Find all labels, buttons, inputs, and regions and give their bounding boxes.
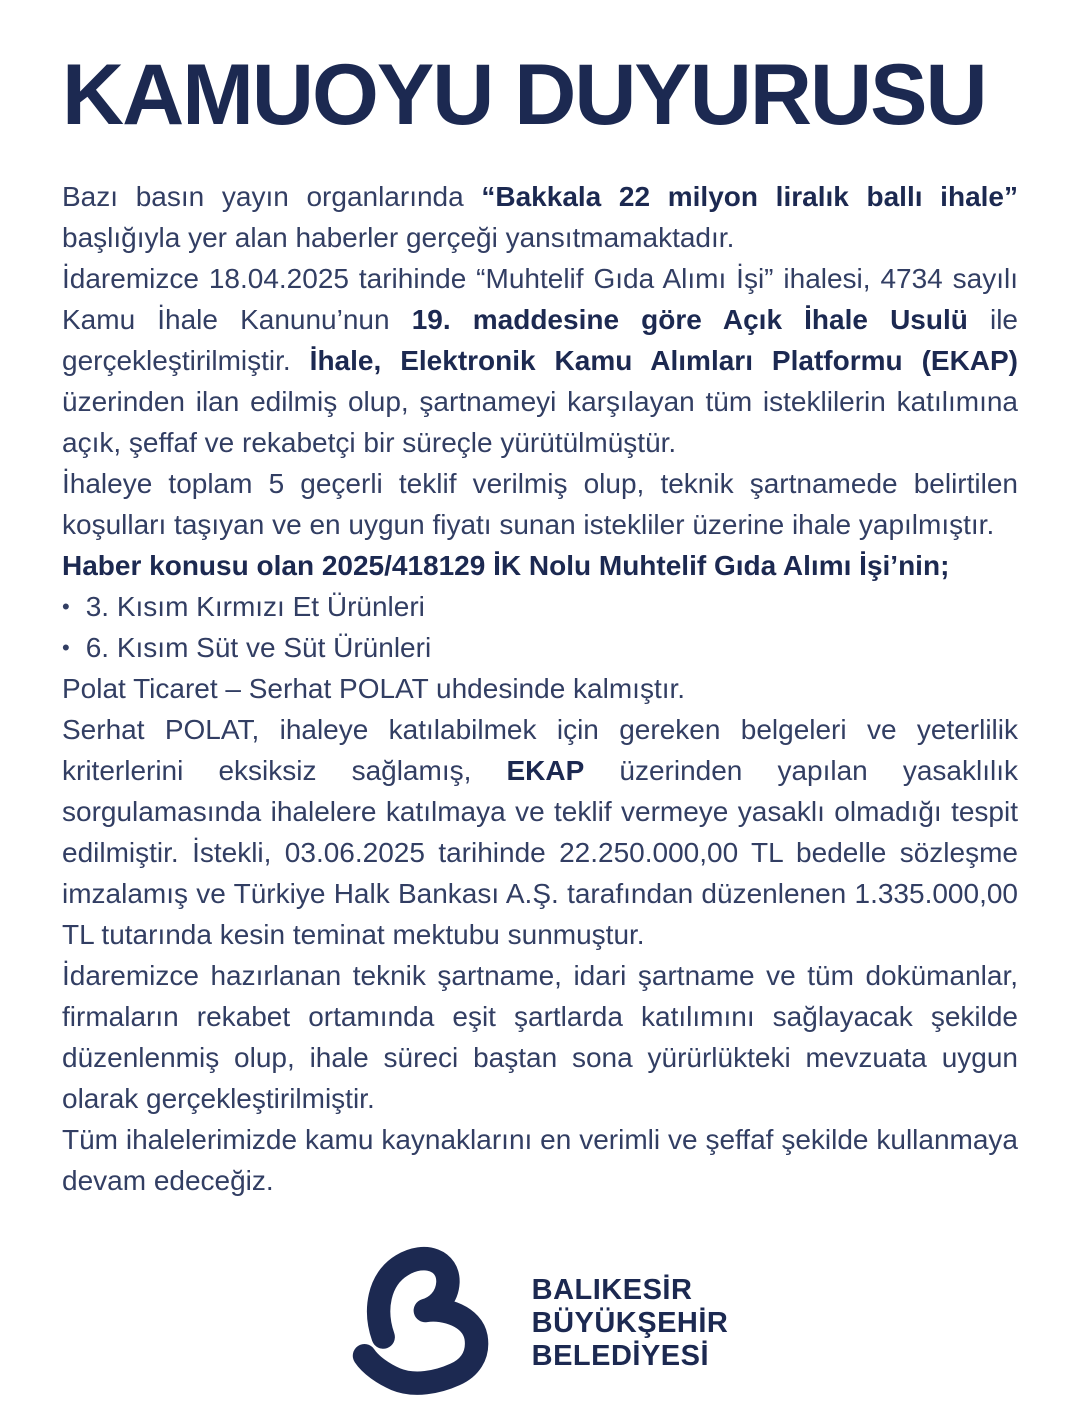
text-segment: İdaremizce hazırlanan teknik şartname, idari şartname ve tüm dokümanlar, firmaların rekabet ortamında eşit şartlarda katılımını sağlayacak şekilde düzenlenmiş olup, ihale süreci baştan sona yürürlükteki mevzuata uygun olarak gerçekleştirilmiştir. [62, 960, 1018, 1114]
text-segment: Bazı basın yayın organlarında [62, 181, 482, 212]
text-segment: başlığıyla yer alan haberler gerçeği yansıtmamaktadır. [62, 222, 735, 253]
text-segment: İhaleye toplam 5 geçerli teklif verilmiş olup, teknik şartnamede belirtilen koşulları taşıyan ve en uygun fiyatı sunan istekliler üzerine ihale yapılmıştır. [62, 468, 1018, 540]
municipality-name-line: BALIKESİR [531, 1273, 693, 1306]
body-paragraph [62, 176, 1018, 258]
body-paragraph [62, 545, 1018, 586]
bullet-item [62, 627, 1018, 668]
text-segment: üzerinden ilan edilmiş olup, şartnameyi karşılayan tüm isteklilerin katılımına açık, şeffaf ve rekabetçi bir süreçle yürütülmüştür. [62, 386, 1018, 458]
text-segment: Tüm ihalelerimizde kamu kaynaklarını en verimli ve şeffaf şekilde kullanmaya devam edeceğiz. [62, 1124, 1018, 1196]
text-segment: ile gerçekleştirilmiştir. [62, 304, 1018, 376]
bullet-marker: • [62, 635, 70, 660]
body-paragraph [62, 463, 1018, 545]
bold-text-segment: İhale, Elektronik Kamu Alımları Platformu (EKAP) [309, 345, 1019, 376]
text-segment: 6. Kısım Süt ve Süt Ürünleri [85, 632, 432, 663]
body-paragraph [62, 955, 1018, 1119]
body-paragraph [62, 1119, 1018, 1201]
text-segment: üzerinden yapılan yasaklılık sorgulamasında ihalelere katılmaya ve teklif vermeye yasaklı olmadığı tespit edilmiştir. İstekli, 03.06.2025 tarihinde 22.250.000,00 TL bedelle sözleşme imzalamış ve Türkiye Halk Bankası A.Ş. tarafından düzenlenen 1.335.000,00 TL tutarında kesin teminat mektubu sunmuştur. [62, 755, 1018, 950]
bold-text-segment: 19. maddesine göre Açık İhale Usulü [411, 304, 968, 335]
bold-text-segment: Haber konusu olan 2025/418129 İK Nolu Muhtelif Gıda Alımı İşi’nin; [62, 550, 950, 581]
announcement-body [62, 176, 1018, 1201]
bullet-marker: • [62, 594, 70, 619]
body-paragraph [62, 258, 1018, 463]
bold-text-segment: EKAP [506, 755, 585, 786]
body-paragraph [62, 668, 1018, 709]
bullet-item [62, 586, 1018, 627]
municipality-name-line: BELEDİYESİ [531, 1339, 710, 1372]
heart-b-logo-icon [352, 1245, 508, 1401]
text-segment: 3. Kısım Kırmızı Et Ürünleri [85, 591, 425, 622]
text-segment: Polat Ticaret – Serhat POLAT uhdesinde kalmıştır. [62, 673, 686, 704]
text-segment: Serhat POLAT, ihaleye katılabilmek için gereken belgeleri ve yeterlilik kriterlerini eksiksiz sağlamış, [62, 714, 1018, 786]
page-title: KAMUOYU DUYURUSU [62, 47, 986, 143]
bold-text-segment: “Bakkala 22 milyon liralık ballı ihale” [481, 181, 1018, 212]
text-segment: İdaremizce 18.04.2025 tarihinde “Muhtelif Gıda Alımı İşi” ihalesi, 4734 sayılı Kamu İhale Kanunu’nun [62, 263, 1018, 335]
municipality-name-line: BÜYÜKŞEHİR [531, 1306, 729, 1339]
body-paragraph [62, 709, 1018, 955]
municipality-name [532, 1274, 729, 1373]
municipality-logo [62, 1245, 1018, 1401]
